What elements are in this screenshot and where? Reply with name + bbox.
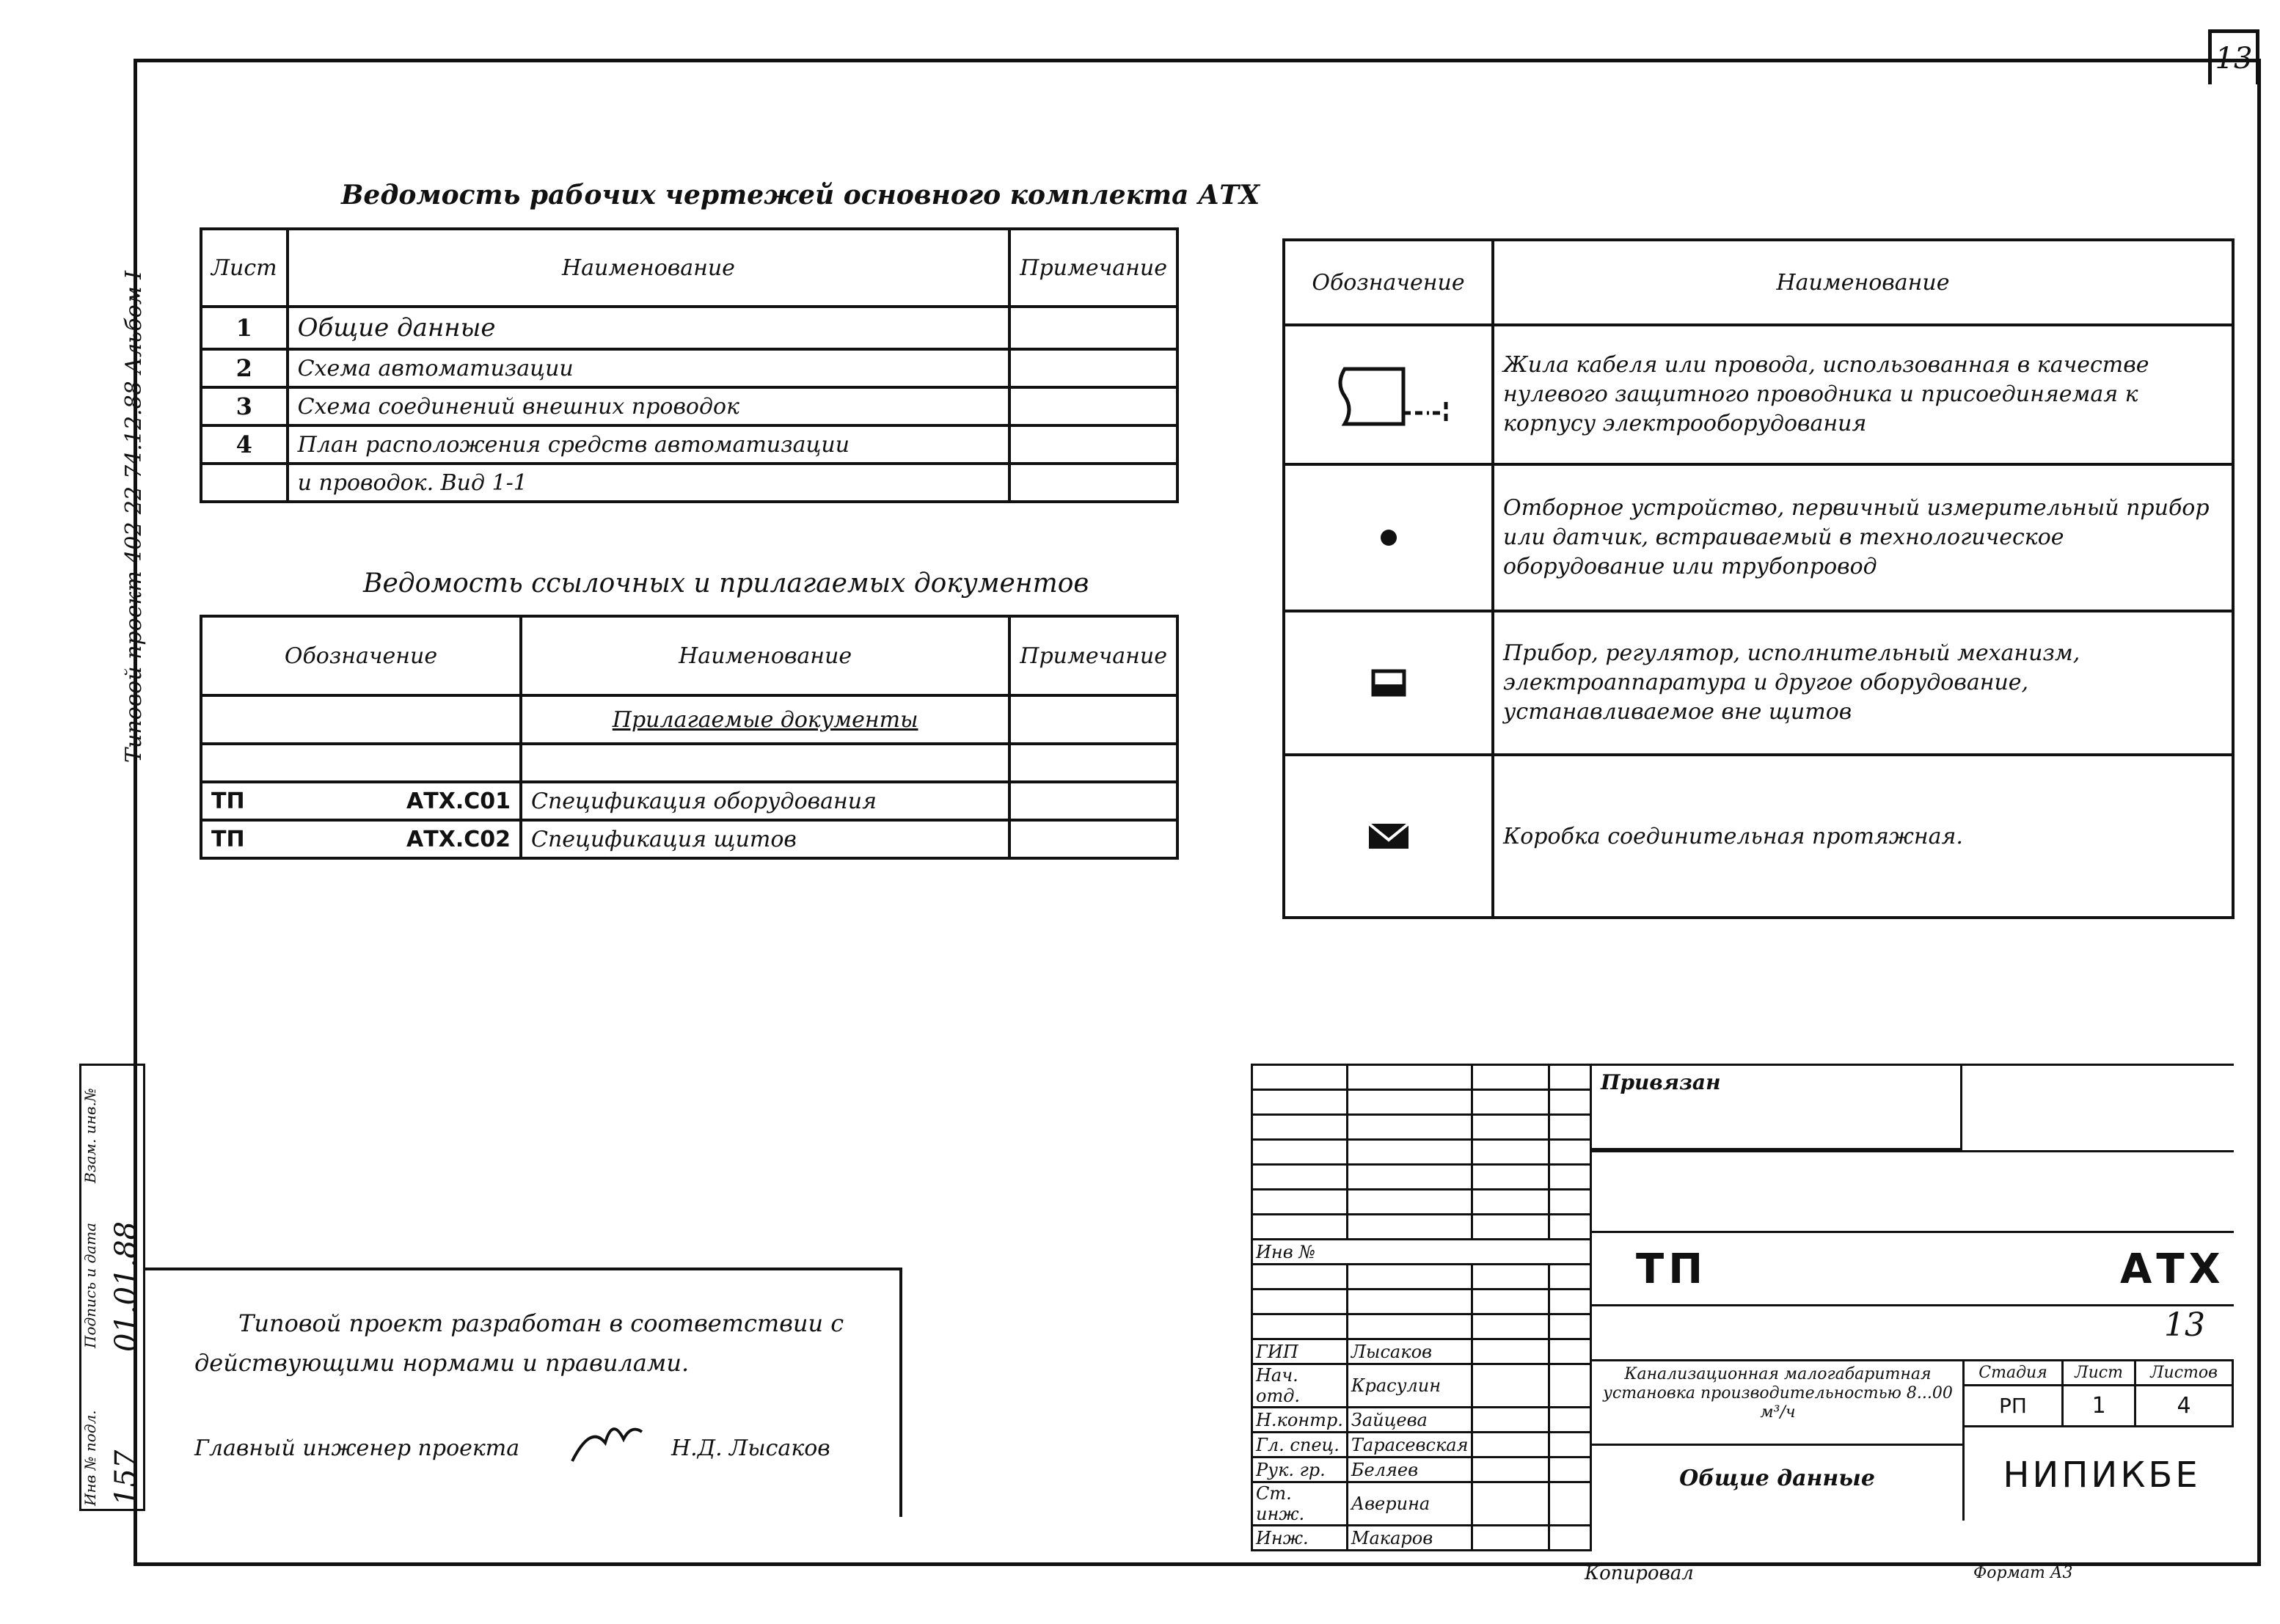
table-row-name: Схема автоматизации (288, 349, 1010, 387)
divider (1592, 1444, 1962, 1446)
format-label: Формат А3 (1973, 1564, 2073, 1582)
table-row-note (1009, 464, 1177, 502)
page-number: 13 (2208, 29, 2259, 84)
stamp-sign (1472, 1339, 1549, 1364)
title-block (1251, 1064, 2234, 1548)
docs-table-title: Ведомость ссылочных и прилагаемых документов (363, 568, 1089, 599)
sign-date-label: Подпись и дата (81, 1222, 99, 1348)
empty-cell (521, 744, 1009, 782)
inv-number-cell: Инв № (1252, 1240, 1591, 1265)
stamp-person: Тарасевская (1347, 1433, 1472, 1457)
legend-table (1282, 238, 2235, 919)
cable-ground-icon (1315, 354, 1462, 435)
legend-text: Жила кабеля или провода, использованная в качестве нулевого защитного проводника и присоединяемая к корпусу электрооборудования (1493, 325, 2233, 464)
table-row-note (1009, 387, 1177, 425)
col-sheet: Лист (201, 229, 288, 307)
stamp-role: Ст. инж. (1252, 1482, 1348, 1526)
stamp-left-grid (1251, 1064, 1592, 1551)
stamp-cell (1347, 1215, 1472, 1240)
stamp-role: Нач. отд. (1252, 1364, 1348, 1408)
stamp-person: Зайцева (1347, 1408, 1472, 1433)
table-row-name: Спецификация щитов (521, 820, 1009, 858)
stamp-cell (1252, 1090, 1348, 1115)
stamp-cell (1549, 1165, 1591, 1190)
table-row-designation (201, 820, 521, 858)
stamp-role: ГИП (1252, 1339, 1348, 1364)
privyazan-cell (1592, 1066, 1962, 1150)
stamp-cell (1549, 1115, 1591, 1140)
stamp-person: Лысаков (1347, 1339, 1472, 1364)
stamp-cell (1347, 1190, 1472, 1215)
stamp-person: Макаров (1347, 1526, 1472, 1551)
signature (569, 1410, 649, 1468)
empty-cell (1009, 695, 1177, 744)
stamp-cell (1472, 1065, 1549, 1090)
sign-date: 01.01.88 (109, 1221, 143, 1352)
section-label: Прилагаемые документы (612, 706, 918, 733)
stamp-sign (1472, 1364, 1549, 1408)
signature-icon (569, 1410, 649, 1468)
legend-text: Прибор, регулятор, исполнительный механизм, электроаппаратура и другое оборудование, устанавливаемое вне щитов (1493, 611, 2233, 755)
table-row-name: Общие данные (288, 307, 1010, 349)
table-row-sheet (201, 464, 288, 502)
device-icon (1370, 668, 1407, 698)
table-row-name: План расположения средств автоматизации (288, 425, 1010, 464)
code-left: ТП (1636, 1246, 1708, 1293)
sheets-value: 4 (2135, 1386, 2233, 1427)
replace-inv-label: Взам. инв.№ (81, 1088, 99, 1183)
stamp-sign (1472, 1482, 1549, 1526)
stamp-sign (1472, 1457, 1549, 1482)
table-row-note (1009, 425, 1177, 464)
legend-text: Коробка соединительная протяжная. (1493, 755, 2233, 918)
table-row-name: Спецификация оборудования (521, 782, 1009, 820)
stage-label: Стадия (1964, 1361, 2063, 1386)
divider (1592, 1150, 2234, 1152)
stamp-cell (1472, 1115, 1549, 1140)
stamp-cell (1549, 1314, 1591, 1339)
stamp-cell (1347, 1290, 1472, 1314)
stamp-date (1549, 1482, 1591, 1526)
stamp-cell (1252, 1265, 1348, 1290)
designation-prefix: ТП (211, 788, 245, 814)
sensor-dot-icon (1374, 523, 1403, 552)
junction-box-icon (1367, 822, 1411, 851)
designation-prefix: ТП (211, 826, 245, 852)
empty-cell (201, 695, 521, 744)
stamp-cell (1347, 1065, 1472, 1090)
sheet-value: 1 (2063, 1386, 2135, 1427)
table-row-sheet: 4 (201, 425, 288, 464)
engineer-name: Н.Д. Лысаков (671, 1435, 830, 1461)
stamp-cell (1252, 1140, 1348, 1165)
side-project-label: Типовой проект 402-22-74.12.88 Альбом I (121, 271, 147, 763)
stamp-cell (1472, 1165, 1549, 1190)
stamp-cell (1347, 1165, 1472, 1190)
col-name: Наименование (288, 229, 1010, 307)
stamp-cell (1252, 1314, 1348, 1339)
empty-cell (1009, 744, 1177, 782)
stamp-sign (1472, 1408, 1549, 1433)
stamp-date (1549, 1339, 1591, 1364)
stamp-person: Беляев (1347, 1457, 1472, 1482)
stamp-cell (1347, 1115, 1472, 1140)
col-note: Примечание (1009, 616, 1177, 695)
stamp-cell (1549, 1140, 1591, 1165)
designation-code: АТХ.С01 (406, 788, 511, 814)
stamp-sign (1472, 1526, 1549, 1551)
stamp-cell (1347, 1140, 1472, 1165)
section-heading (521, 695, 1009, 744)
sheet-label: Лист (2063, 1361, 2135, 1386)
note-text: Типовой проект разработан в соответствии с действующими нормами и правилами. (194, 1309, 844, 1377)
stamp-cell (1549, 1290, 1591, 1314)
stamp-cell (1472, 1314, 1549, 1339)
stamp-sign (1472, 1433, 1549, 1457)
cable-ground-symbol-cell (1284, 325, 1493, 464)
table-row-name: Схема соединений внешних проводок (288, 387, 1010, 425)
stamp-cell (1252, 1190, 1348, 1215)
table-row-note (1009, 307, 1177, 349)
stamp-date (1549, 1526, 1591, 1551)
engineer-label: Главный инженер проекта (194, 1435, 520, 1461)
stamp-cell (1472, 1190, 1549, 1215)
stamp-cell (1549, 1190, 1591, 1215)
stamp-role: Рук. гр. (1252, 1457, 1348, 1482)
organization: НИПИКБЕ (2003, 1455, 2201, 1496)
designation-code: АТХ.С02 (406, 826, 511, 852)
stamp-person: Аверина (1347, 1482, 1472, 1526)
device-symbol-cell (1284, 611, 1493, 755)
stamp-cell (1252, 1165, 1348, 1190)
stamp-cell (1252, 1115, 1348, 1140)
stamp-date (1549, 1364, 1591, 1408)
inv-label: Инв № подл. (81, 1410, 99, 1506)
stage-value: РП (1964, 1386, 2063, 1427)
table-row-name: и проводок. Вид 1-1 (288, 464, 1010, 502)
copied-label: Копировал (1585, 1562, 1694, 1584)
sheets-table-title: Ведомость рабочих чертежей основного комплекта АТХ (341, 180, 1260, 211)
stamp-date (1549, 1433, 1591, 1457)
stamp-role: Инж. (1252, 1526, 1348, 1551)
stamp-cell (1472, 1140, 1549, 1165)
sheet-mark: 13 (2164, 1306, 2205, 1344)
sheet-title: Общие данные (1679, 1466, 1875, 1491)
stamp-date (1549, 1408, 1591, 1433)
stamp-cell (1472, 1090, 1549, 1115)
note-block (143, 1268, 902, 1517)
stamp-person: Красулин (1347, 1364, 1472, 1408)
stamp-cell (1347, 1314, 1472, 1339)
table-row-note (1009, 820, 1177, 858)
dot-symbol-cell (1284, 464, 1493, 611)
stamp-cell (1252, 1065, 1348, 1090)
table-row-designation (201, 782, 521, 820)
stamp-cell (1472, 1215, 1549, 1240)
table-row-note (1009, 782, 1177, 820)
stage-table (1962, 1359, 2234, 1427)
docs-table (200, 615, 1179, 860)
sheets-table (200, 227, 1179, 503)
stamp-cell (1472, 1265, 1549, 1290)
code-right: АТХ (2120, 1246, 2225, 1293)
privyazan-label: Привязан (1601, 1070, 1721, 1094)
table-row-note (1009, 349, 1177, 387)
col-symbol: Обозначение (1284, 240, 1493, 325)
left-strip (79, 1064, 145, 1511)
stamp-cell (1549, 1090, 1591, 1115)
stamp-cell (1252, 1215, 1348, 1240)
table-row-sheet: 2 (201, 349, 288, 387)
stamp-cell (1252, 1290, 1348, 1314)
legend-text: Отборное устройство, первичный измерительный прибор или датчик, встраиваемый в технологическое оборудование или трубопровод (1493, 464, 2233, 611)
stamp-cell (1347, 1090, 1472, 1115)
stamp-role: Гл. спец. (1252, 1433, 1348, 1457)
divider (1592, 1304, 2234, 1306)
stamp-cell (1347, 1265, 1472, 1290)
table-row-sheet: 1 (201, 307, 288, 349)
stamp-date (1549, 1457, 1591, 1482)
stamp-role: Н.контр. (1252, 1408, 1348, 1433)
col-name: Наименование (1493, 240, 2233, 325)
object-name: Канализационная малогабаритная установка производительностью 8...00 м³/ч (1603, 1365, 1953, 1422)
empty-cell (201, 744, 521, 782)
col-designation: Обозначение (201, 616, 521, 695)
stamp-cell (1549, 1265, 1591, 1290)
stamp-cell (1472, 1290, 1549, 1314)
junction-box-symbol-cell (1284, 755, 1493, 918)
col-note: Примечание (1009, 229, 1177, 307)
table-row-sheet: 3 (201, 387, 288, 425)
divider (1592, 1231, 2234, 1233)
stamp-right (1592, 1064, 2234, 1518)
stamp-cell (1549, 1065, 1591, 1090)
inv-number: 157 (109, 1449, 143, 1506)
sheets-label: Листов (2135, 1361, 2233, 1386)
stamp-cell (1549, 1215, 1591, 1240)
col-name: Наименование (521, 616, 1009, 695)
